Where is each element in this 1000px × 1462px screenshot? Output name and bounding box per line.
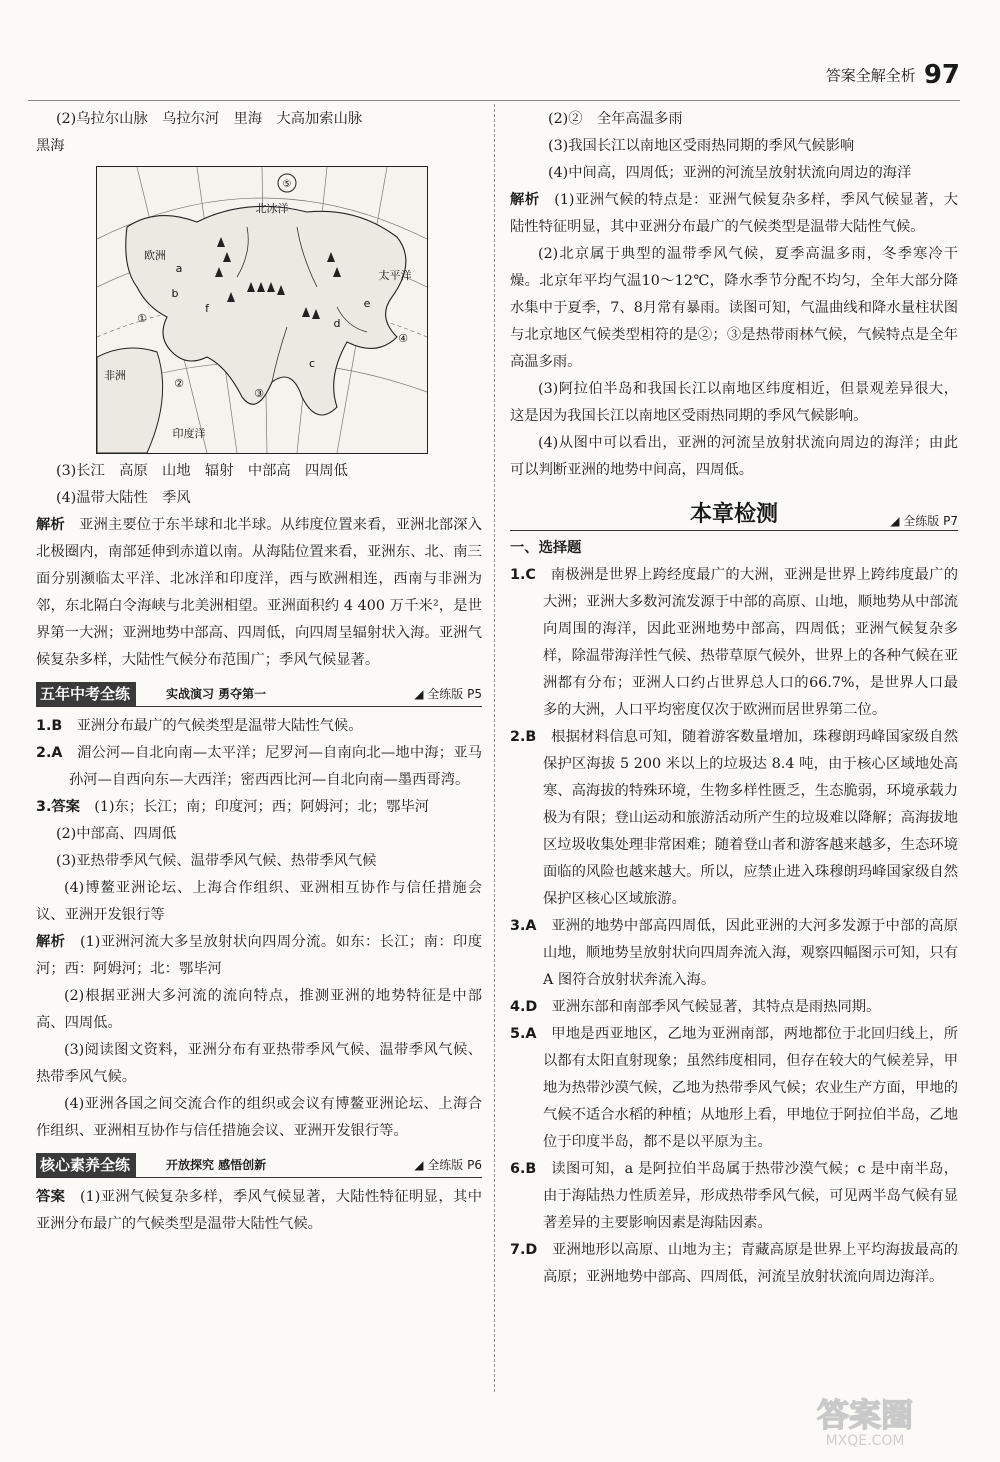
core-answer-3: (3)我国长江以南地区受雨热同期的季风气候影响: [548, 138, 855, 154]
choice-5: 5.A 甲地是西亚地区，乙地为亚洲南部，两地都位于北回归线上，所以都有太阳直射现象；虽然纬度相同，但存在较大的气候差异，甲地为热带沙漠气候，乙地为热带季风气候；农业生产方面，甲地的气候不适合水稻的种植；从地形上看，甲地位于阿拉伯半岛，乙地位于印度半岛，都不是以平原为主。: [510, 1026, 958, 1150]
core-analysis-4: (4)从图中可以看出，亚洲的河流呈放射状流向周边的海洋；由此可以判断亚洲的地势中间高，四周低。: [510, 435, 958, 478]
choice-section-title: 一、选择题: [510, 540, 582, 556]
map-label-4: ④: [398, 332, 408, 345]
analysis-label: 解析: [36, 517, 65, 533]
question-3-answer-4: (4)博鳌亚洲论坛、上海合作组织、亚洲相互协作与信任措施会议、亚洲开发银行等: [36, 880, 482, 923]
watermark-logo: [770, 1392, 960, 1448]
bar-ref: ◢ 全练版 P5: [414, 687, 482, 701]
question-3-answer-2: (2)中部高、四周低: [56, 826, 177, 842]
svg-text:MXQE.COM: MXQE.COM: [825, 1433, 905, 1448]
map-label-arctic: 北冰洋: [255, 202, 289, 215]
question-1: 1.B 亚洲分布最广的气候类型是温带大陆性气候。: [36, 718, 363, 734]
choice-6: 6.B 读图可知，a 是阿拉伯半岛属于热带沙漠气候；c 是中南半岛，由于海陆热力性质差异，形成热带季风气候，可见两半岛气候有显著差异的主要影响因素是海陆因素。: [510, 1161, 958, 1231]
map-label-e: e: [363, 297, 371, 310]
chapter-ref: ◢ 全练版 P7: [890, 514, 958, 528]
bar-ref: ◢ 全练版 P6: [414, 1158, 482, 1172]
choice-7: 7.D 亚洲地形以高原、山地为主；青藏高原是世界上平均海拔最高的高原；亚洲地势中部高、四周低，河流呈放射状流向周边海洋。: [510, 1242, 958, 1285]
core-analysis-2: (2)北京属于典型的温带季风气候，夏季高温多雨，冬季寒冷干燥。北京年平均气温10～12℃，降水季节分配不均匀，全年大部分降水集中于夏季，7、8月常有暴雨。读图可知，气温曲线和降水量柱状图与北京地区气候类型相符的是②；③是热带雨林气候，气候特点是全年高温多雨。: [510, 246, 958, 370]
map-label-2: ②: [174, 377, 184, 390]
map-label-3: ③: [254, 387, 264, 400]
analysis-1-text: 亚洲主要位于东半球和北半球。从纬度位置来看，亚洲北部深入北极圈内，南部延伸到赤道以南。从海陆位置来看，亚洲东、北、南三面分别濒临太平洋、北冰洋和印度洋，西与欧洲相连，西南与非洲为邻，东北隔白令海峡与北美洲相望。亚洲面积约 4 400 万千米²，是世界第一大洲；亚洲地势中部高、四周低，向四周呈辐射状入海。亚洲气候复杂多样，大陆性气候分布范围广；季风气候显著。: [36, 517, 482, 668]
answer-2-cont: 黑海: [36, 138, 65, 154]
map-label-africa: 非洲: [104, 369, 126, 382]
map-label-1: ①: [137, 312, 147, 325]
core-analysis-3: (3)阿拉伯半岛和我国长江以南地区纬度相近，但景观差异很大，这是因为我国长江以南地区受雨热同期的季风气候影响。: [510, 381, 958, 424]
choice-4: 4.D 亚洲东部和南部季风气候显著，其特点是雨热同期。: [510, 999, 881, 1015]
page-header: [826, 60, 960, 90]
svg-text:答案圈: 答案圈: [816, 1396, 914, 1434]
core-answer-4: (4)中间高，四周低；亚洲的河流呈放射状流向周边的海洋: [548, 165, 912, 181]
choice-3: 3.A 亚洲的地势中部高四周低，因此亚洲的大河多发源于中部的高原山地，顺地势呈放射状向四周奔流入海，观察四幅图示可知，只有 A 图符合放射状奔流入海。: [510, 918, 958, 988]
choice-1: 1.C 南极洲是世界上跨经度最广的大洲，亚洲是世界上跨纬度最广的大洲；亚洲大多数河流发源于中部的高原、山地，顺地势从中部流向周围的海洋，因此亚洲地势中部高，四周低；亚洲气候复杂多样，除温带海洋性气候、热带草原气候外，世界上的各种气候在亚洲都有分布；亚洲人口约占世界总人口的66.7%，是世界人口最多的大洲，人口平均密度仅次于欧洲而居世界第二位。: [510, 567, 958, 718]
map-label-indian: 印度洋: [172, 427, 206, 440]
page-number: 97: [923, 60, 960, 90]
asia-map: [96, 166, 428, 454]
section-bar-five-year: [36, 682, 482, 707]
map-label-pacific: 太平洋: [378, 269, 412, 282]
map-label-europe: 欧洲: [144, 249, 166, 262]
map-label-b: b: [171, 287, 179, 300]
map-label-d: d: [333, 317, 341, 330]
choice-2: 2.B 根据材料信息可知，随着游客数量增加，珠穆朗玛峰国家级自然保护区海拔 5 200 米以上的垃圾达 8.4 吨，由于核心区域地处高寒、高海拔的特殊环境，生物多样性匮乏，生态脆弱，环境承载力极为有限；登山运动和旅游活动所产生的垃圾难以降解；高海拔地区垃圾收集处理非常困难；随着登山者和游客越来越多，生态环境面临的风险也越来越大。所以，应禁止进入珠穆朗玛峰国家级自然保护区核心区域旅游。: [510, 729, 958, 907]
question-3-analysis-2: (2)根据亚洲大多河流的流向特点，推测亚洲的地势特征是中部高、四周低。: [36, 988, 482, 1031]
question-3-analysis: 解析 (1)亚洲河流大多呈放射状向四周分流。如东：长江；南：印度河；西：阿姆河；北：鄂毕河: [36, 934, 483, 977]
section-bar-core: [36, 1153, 482, 1178]
bar-label: 五年中考全练: [36, 682, 136, 706]
answer-4: (4)温带大陆性 季风: [56, 490, 191, 506]
analysis-1: [36, 512, 482, 674]
core-answer: 答案 (1)亚洲气候复杂多样，季风气候显著，大陆性特征明显，其中亚洲分布最广的气候类型是温带大陆性气候。: [36, 1189, 483, 1232]
header-rule: [28, 100, 960, 101]
chapter-test-title: 本章检测 ◢ 全练版 P7: [510, 500, 958, 531]
bar-slogan: 开放探究 感悟创新: [166, 1158, 267, 1172]
question-3-answer-3: (3)亚热带季风气候、温带季风气候、热带季风气候: [56, 853, 377, 869]
left-column: [36, 106, 482, 1238]
question-2: 2.A 湄公河—自北向南—太平洋；尼罗河—自南向北—地中海；亚马孙河—自西向东—大西洋；密西西比河—自北向南—墨西哥湾。: [36, 745, 482, 788]
map-label-f: f: [205, 302, 209, 315]
bar-label: 核心素养全练: [36, 1153, 136, 1177]
map-label-c: c: [308, 357, 316, 370]
question-3-analysis-3: (3)阅读图文资料，亚洲分布有亚热带季风气候、温带季风气候、热带季风气候。: [36, 1042, 482, 1085]
answer-3: (3)长江 高原 山地 辐射 中部高 四周低: [56, 463, 348, 479]
column-divider: [494, 104, 495, 1392]
map-label-a: a: [175, 262, 183, 275]
right-column: [510, 106, 958, 1291]
section-title: 答案全解全析: [825, 66, 916, 85]
map-label-pole: ⑤: [282, 179, 292, 190]
question-3-analysis-4: (4)亚洲各国之间交流合作的组织或会议有博鳌亚洲论坛、上海合作组织、亚洲相互协作与信任措施会议、亚洲开发银行等。: [36, 1096, 482, 1139]
core-analysis: 解析 (1)亚洲气候的特点是：亚洲气候复杂多样，季风气候显著，大陆性特征明显，其中亚洲分布最广的气候类型是温带大陆性气候。: [510, 192, 958, 235]
bar-slogan: 实战演习 勇夺第一: [166, 687, 267, 701]
answer-2: (2)乌拉尔山脉 乌拉尔河 里海 大高加索山脉: [56, 111, 363, 127]
core-answer-2: (2)② 全年高温多雨: [548, 111, 683, 127]
question-3-answer: 3.答案 (1)东；长江；南；印度河；西；阿姆河；北；鄂毕河: [36, 799, 430, 815]
